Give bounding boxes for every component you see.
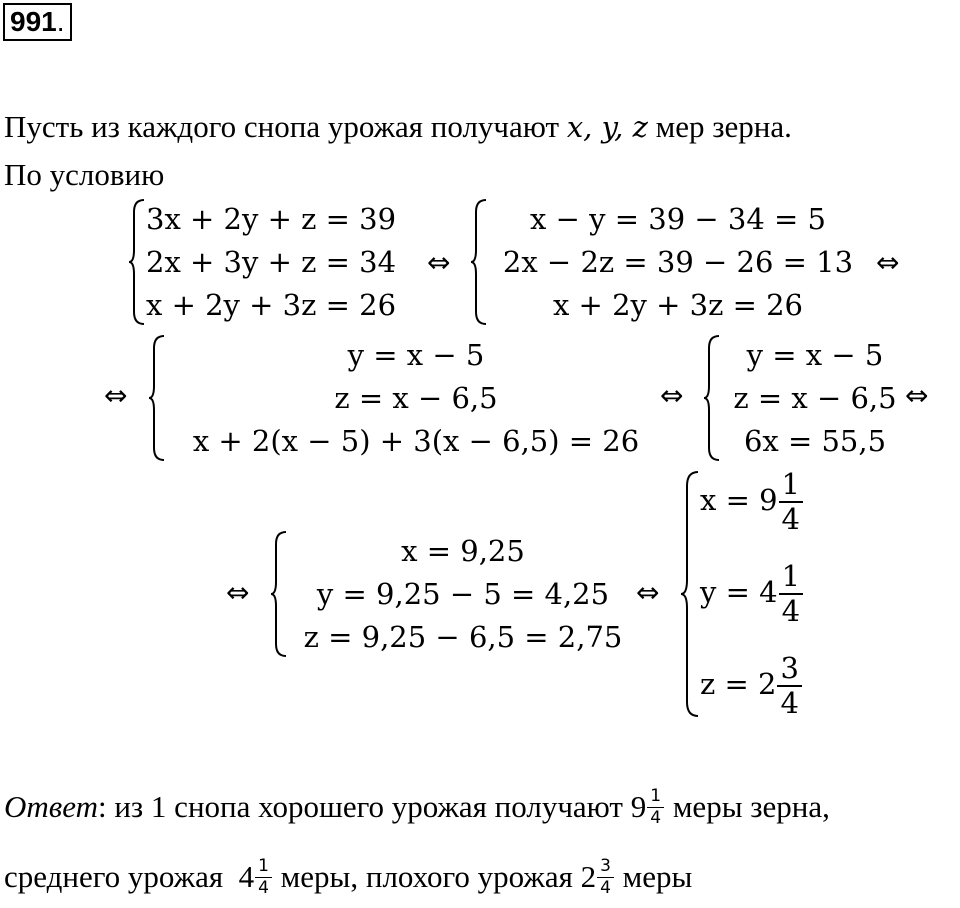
system-6-line-3: [700, 651, 840, 720]
equivalence-symbol: ⇔: [104, 379, 128, 412]
fraction-denominator: 4: [258, 877, 269, 898]
system-6-line-2-lhs: y =: [700, 575, 760, 609]
answer-line-1-end: меры зерна,: [665, 789, 830, 824]
system-6-line-1-fraction: [779, 467, 803, 536]
equivalence-symbol: ⇔: [660, 379, 684, 412]
system-6-line-2: [700, 559, 840, 628]
condition-label: По условию: [4, 157, 165, 192]
equivalence-symbol: ⇔: [636, 576, 660, 609]
fraction-denominator: 4: [600, 877, 611, 898]
intro-variables: x, y, z: [566, 110, 648, 144]
intro-before: Пусть из каждого снопа урожая получают: [4, 109, 567, 144]
system-6-line-1-lhs: x =: [700, 483, 760, 517]
system-3-line-1: y = x − 5: [347, 338, 485, 372]
fraction-numerator: 1: [647, 788, 664, 808]
system-4-line-3: 6x = 55,5: [743, 424, 887, 458]
answer-line-2-text: среднего урожая: [4, 859, 239, 894]
system-6-line-2-whole: 4: [759, 575, 778, 609]
problem-number: [3, 3, 72, 41]
answer-bad-fraction: [597, 855, 614, 898]
fraction-numerator: 3: [777, 654, 801, 687]
system-5-line-2: y = 9,25 − 5 = 4,25: [316, 577, 610, 611]
problem-number-value: 991: [10, 6, 57, 37]
answer-good-whole: 9: [630, 789, 647, 824]
system-3-line-3: x + 2(x − 5) + 3(x − 6,5) = 26: [192, 424, 640, 458]
system-2-line-3: x + 2y + 3z = 26: [552, 288, 804, 322]
fraction-denominator: 4: [780, 686, 799, 720]
fraction-denominator: 4: [781, 502, 800, 536]
brace-icon: [128, 198, 146, 326]
system-5-line-1: x = 9,25: [401, 534, 525, 568]
answer-good-fraction: [647, 785, 664, 828]
system-1-line-2: 2x + 3y + z = 34: [146, 245, 397, 279]
equivalence-symbol: ⇔: [226, 576, 250, 609]
system-6-line-3-whole: 2: [758, 667, 777, 701]
problem-number-dot: .: [56, 6, 65, 37]
system-6: [680, 467, 840, 720]
system-5: [270, 530, 638, 658]
system-6-line-2-fraction: [779, 559, 803, 628]
fraction-numerator: 1: [779, 562, 803, 595]
system-6-line-1: [700, 467, 840, 536]
system-3-line-2: z = x − 6,5: [334, 381, 498, 415]
system-2-line-2: 2x − 2z = 39 − 26 = 13: [502, 245, 854, 279]
answer-medium-whole: 4: [238, 859, 255, 894]
intro-sentence: [4, 108, 792, 146]
system-6-line-3-lhs: z =: [700, 667, 759, 701]
system-6-line-3-fraction: [777, 651, 801, 720]
answer-line-1: [4, 782, 830, 832]
system-4: [703, 334, 909, 462]
fraction-numerator: 3: [597, 858, 614, 878]
system-2-line-1: x − y = 39 − 34 = 5: [530, 202, 826, 236]
system-1: [128, 198, 416, 326]
answer-line-1-text: из 1 снопа хорошего урожая получают: [106, 789, 631, 824]
brace-icon: [270, 530, 288, 658]
system-3: [148, 334, 666, 462]
answer-label: Ответ: [4, 789, 98, 824]
answer-colon: :: [97, 789, 107, 824]
equivalence-symbol: ⇔: [905, 379, 929, 412]
system-6-line-1-whole: 9: [759, 483, 778, 517]
fraction-numerator: 1: [779, 470, 803, 503]
answer-line-2-end: меры: [614, 859, 693, 894]
system-2: [470, 198, 868, 326]
system-1-line-1: 3x + 2y + z = 39: [146, 202, 397, 236]
brace-icon: [703, 334, 721, 462]
answer-line-2: [4, 852, 692, 902]
answer-bad-whole: 2: [580, 859, 597, 894]
system-4-line-2: z = x − 6,5: [733, 381, 897, 415]
brace-icon: [470, 198, 488, 326]
answer-line-2-mid: меры, плохого урожая: [272, 859, 581, 894]
fraction-numerator: 1: [255, 858, 272, 878]
brace-icon: [148, 334, 166, 462]
fraction-denominator: 4: [781, 594, 801, 628]
equivalence-symbol: ⇔: [427, 246, 451, 279]
system-1-line-3: x + 2y + 3z = 26: [146, 288, 397, 322]
equivalence-symbol: ⇔: [876, 246, 900, 279]
intro-after: мер зерна.: [647, 109, 792, 144]
brace-icon: [680, 470, 700, 718]
answer-medium-fraction: [255, 855, 272, 898]
system-4-line-1: y = x − 5: [746, 338, 884, 372]
system-5-line-3: z = 9,25 − 6,5 = 2,75: [303, 620, 623, 654]
fraction-denominator: 4: [650, 807, 662, 828]
